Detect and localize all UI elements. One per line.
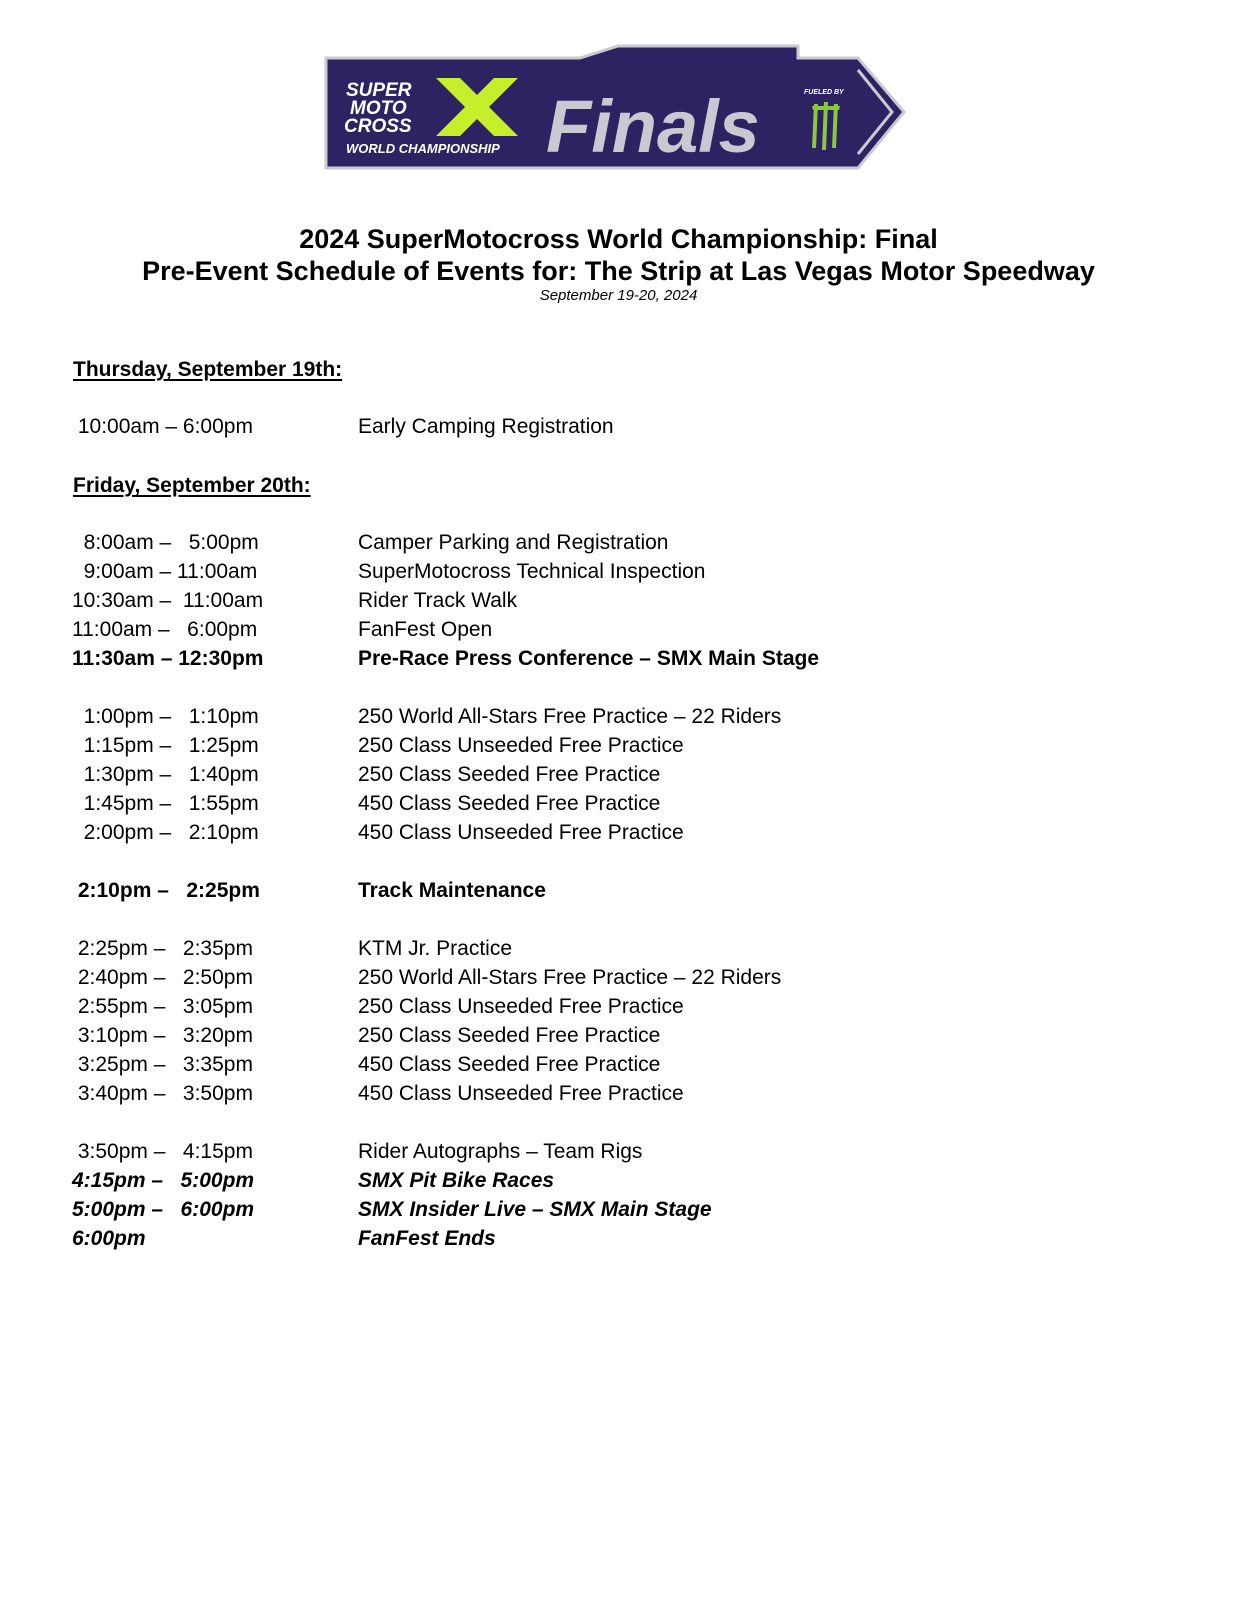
schedule-event: Pre-Race Press Conference – SMX Main Stage <box>358 647 820 670</box>
schedule-row <box>0 992 1237 1021</box>
schedule-row <box>0 1079 1237 1108</box>
schedule-time: 1:30pm – 1:40pm <box>72 763 259 786</box>
schedule-row <box>0 1195 1237 1224</box>
schedule-event: SMX Pit Bike Races <box>358 1169 555 1192</box>
schedule-row <box>0 818 1237 847</box>
schedule-time: 4:15pm – 5:00pm <box>72 1169 255 1192</box>
day-heading: Friday, September 20th: <box>73 474 311 497</box>
schedule-time: 3:50pm – 4:15pm <box>72 1140 253 1163</box>
schedule-row <box>0 412 1237 441</box>
schedule-event: Rider Track Walk <box>358 589 518 612</box>
schedule-row <box>0 586 1237 615</box>
page-title: 2024 SuperMotocross World Championship: Final <box>299 224 938 254</box>
schedule-row <box>0 1021 1237 1050</box>
schedule-row <box>0 702 1237 731</box>
schedule-row <box>0 963 1237 992</box>
schedule-row <box>0 760 1237 789</box>
schedule-row <box>0 615 1237 644</box>
schedule-time: 1:45pm – 1:55pm <box>72 792 259 815</box>
schedule-row <box>0 1137 1237 1166</box>
schedule-row <box>0 644 1237 673</box>
logo-subtitle: WORLD CHAMPIONSHIP <box>346 141 500 156</box>
schedule-time: 1:15pm – 1:25pm <box>72 734 259 757</box>
schedule-event: 250 World All-Stars Free Practice – 22 Riders <box>358 705 782 728</box>
page-subtitle: Pre-Event Schedule of Events for: The Strip at Las Vegas Motor Speedway <box>142 256 1095 286</box>
schedule-row <box>0 557 1237 586</box>
schedule-event: KTM Jr. Practice <box>358 937 513 960</box>
schedule-row <box>0 934 1237 963</box>
schedule-event: 250 Class Unseeded Free Practice <box>358 995 684 1018</box>
schedule-event: SMX Insider Live – SMX Main Stage <box>358 1198 712 1221</box>
schedule-event: 450 Class Seeded Free Practice <box>358 792 661 815</box>
schedule-time: 2:55pm – 3:05pm <box>72 995 253 1018</box>
schedule-event: 250 Class Seeded Free Practice <box>358 1024 661 1047</box>
schedule-row <box>0 731 1237 760</box>
logo-finals-wordmark: Finals <box>546 85 760 168</box>
day-heading: Thursday, September 19th: <box>73 358 343 381</box>
schedule-time: 9:00am – 11:00am <box>72 560 258 583</box>
event-dates: September 19-20, 2024 <box>539 287 698 304</box>
schedule-row <box>0 1166 1237 1195</box>
schedule-event: 250 Class Seeded Free Practice <box>358 763 661 786</box>
schedule-time: 2:25pm – 2:35pm <box>72 937 253 960</box>
schedule-event: 250 Class Unseeded Free Practice <box>358 734 684 757</box>
schedule-event: Rider Autographs – Team Rigs <box>358 1140 643 1163</box>
schedule-time: 5:00pm – 6:00pm <box>72 1198 255 1221</box>
logo-brand-line-3: CROSS <box>344 116 412 137</box>
schedule-event: SuperMotocross Technical Inspection <box>358 560 706 583</box>
schedule-time: 10:30am – 11:00am <box>72 589 264 612</box>
schedule-row <box>0 1050 1237 1079</box>
schedule-time: 8:00am – 5:00pm <box>72 531 259 554</box>
schedule-time: 2:40pm – 2:50pm <box>72 966 253 989</box>
schedule-row <box>0 876 1237 905</box>
schedule-event: Early Camping Registration <box>358 415 614 438</box>
schedule-time: 11:00am – 6:00pm <box>72 618 258 641</box>
logo-brand-line-2: MOTO <box>350 98 407 119</box>
schedule-row <box>0 1224 1237 1253</box>
schedule-event: 250 World All-Stars Free Practice – 22 Riders <box>358 966 782 989</box>
schedule-time: 2:00pm – 2:10pm <box>72 821 259 844</box>
schedule-event: 450 Class Unseeded Free Practice <box>358 1082 684 1105</box>
schedule-row <box>0 789 1237 818</box>
schedule-event: Track Maintenance <box>358 879 546 902</box>
schedule-event: FanFest Open <box>358 618 493 641</box>
logo-fueled-by: FUELED BY <box>804 89 844 96</box>
schedule-time: 3:10pm – 3:20pm <box>72 1024 253 1047</box>
schedule-event: 450 Class Seeded Free Practice <box>358 1053 661 1076</box>
schedule-time: 3:40pm – 3:50pm <box>72 1082 253 1105</box>
logo-brand-line-1: SUPER <box>346 80 412 101</box>
schedule-event: 450 Class Unseeded Free Practice <box>358 821 684 844</box>
schedule-time: 10:00am – 6:00pm <box>72 415 253 438</box>
schedule-time: 6:00pm <box>72 1227 146 1250</box>
schedule-event: Camper Parking and Registration <box>358 531 669 554</box>
schedule-event: FanFest Ends <box>358 1227 496 1250</box>
schedule-time: 2:10pm – 2:25pm <box>72 879 260 902</box>
schedule-time: 3:25pm – 3:35pm <box>72 1053 253 1076</box>
schedule-row <box>0 528 1237 557</box>
schedule-time: 1:00pm – 1:10pm <box>72 705 259 728</box>
schedule-time: 11:30am – 12:30pm <box>72 647 264 670</box>
